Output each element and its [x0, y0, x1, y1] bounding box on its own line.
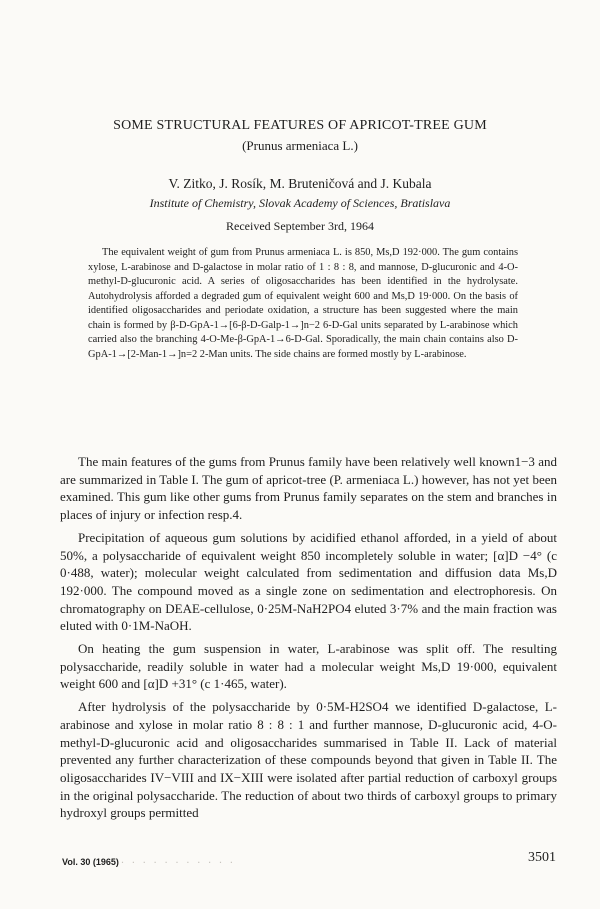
paper-subtitle: (Prunus armeniaca L.) — [242, 138, 358, 153]
footer-volume — [62, 857, 236, 867]
affiliation: Institute of Chemistry, Slovak Academy of Sciences, Bratislava — [149, 196, 451, 210]
received-date: Received September 3rd, 1964 — [226, 219, 374, 233]
footer-dots: · · · · · · · · · · · — [121, 858, 236, 867]
paper-title: SOME STRUCTURAL FEATURES OF APRICOT-TREE GUM — [113, 118, 487, 133]
paragraph-4: After hydrolysis of the polysaccharide by 0·5M-H2SO4 we identified D-galactose, L-arabinose and xylose in molar ratio 8 : 8 : 1 and further mannose, D-glucuronic acid, 4-O-methyl-D-glucuronic acid and oligosaccharides summarised in Table II. Lack of material prevented any further characterization of these compounds beyond that given in Table II. The oligosaccharides IV−VIII and IX−XIII were isolated after partial reduction of carboxyl groups in the original polysaccharide. The reduction of about two thirds of carboxyl groups to primary hydroxyl groups permitted — [60, 699, 557, 821]
paragraph-3: On heating the gum suspension in water, L-arabinose was split off. The resulting polysaccharide, readily soluble in water had a molecular weight Ms,D 19·000, equivalent weight 600 and [α]D +31° (c 1·465, water). — [60, 641, 557, 692]
page-number: 3501 — [528, 850, 556, 865]
body-text — [60, 453, 557, 827]
abstract-text: The equivalent weight of gum from Prunus armeniaca L. is 850, Ms,D 192·000. The gum contains xylose, L-arabinose and D-galactose in molar ratio of 1 : 8 : 8, and mannose, D-glucuronic and 4-O-methyl-D-glucuronic acid. A series of oligosaccharides has been identified in the hydrolysate. Autohydrolysis afforded a degraded gum of equivalent weight 600 and Ms,D 19·000. On the basis of identified oligosaccharides and periodate oxidation, a structure has been suggested where the main chain is formed by β-D-GpA-1→[6-β-D-Galp-1→]n−2 6-D-Gal units separated by L-arabinose which carried also the branching 4-O-Me-β-GpA-1→6-D-Gal. Sporadically, the main chain contains also D-GpA-1→[2-Man-1→]n=2 2-Man units. The side chains are formed mostly by L-arabinose. — [88, 247, 518, 360]
abstract — [88, 246, 518, 362]
volume-label: Vol. 30 (1965) — [62, 857, 119, 867]
paragraph-1: The main features of the gums from Prunus family have been relatively well known1−3 and are summarized in Table I. The gum of apricot-tree (P. armeniaca L.) however, has not yet been examined. This gum like other gums from Prunus family separates on the stem and branches in places of injury or infection resp.4. — [60, 454, 557, 523]
author-list: V. Zitko, J. Rosík, M. Bruteničová and J. Kubala — [168, 176, 432, 191]
paragraph-2: Precipitation of aqueous gum solutions by acidified ethanol afforded, in a yield of about 50%, a polysaccharide of equivalent weight 850 incompletely soluble in water; [α]D −4° (c 0·488, water); molecular weight calculated from sedimentation and diffusion data Ms,D 192·000. The compound moved as a single zone on sedimentation and electrophoresis. On chromatography on DEAE-cellulose, 0·25M-NaH2PO4 eluted 3·7% and the main fraction was eluted with 0·1M-NaOH. — [60, 529, 557, 634]
